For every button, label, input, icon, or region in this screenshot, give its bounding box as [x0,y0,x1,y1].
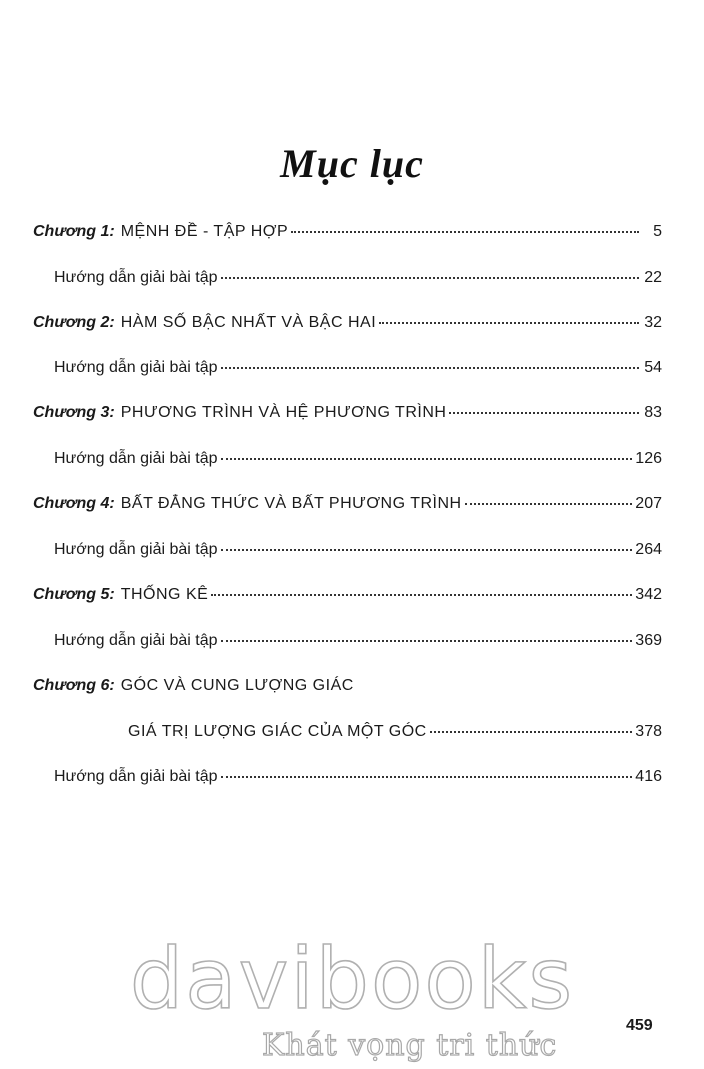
page-ref: 264 [635,541,662,558]
toc-entry-chapter-3[interactable] [33,403,662,423]
chapter-title: GÓC VÀ CUNG LƯỢNG GIÁC [120,677,354,694]
page-number: 459 [626,1017,653,1034]
page-ref: 32 [644,314,662,331]
toc-entry-exercises-2[interactable] [54,358,662,378]
entry-title: Hướng dẫn giải bài tập [54,632,218,649]
dot-leader [449,412,639,414]
chapter-title: GIÁ TRỊ LƯỢNG GIÁC CỦA MỘT GÓC [128,723,427,740]
dot-leader [291,231,639,233]
toc-entry-chapter-6[interactable] [33,676,662,696]
page-ref: 126 [635,450,662,467]
dot-leader [211,594,632,596]
chapter-label: Chương 1: [33,223,115,240]
dot-leader [221,549,633,551]
watermark-logo: davibooks [129,930,575,1028]
chapter-label: Chương 3: [33,404,115,421]
toc-entry-chapter-4[interactable] [33,494,662,514]
page-ref: 83 [644,404,662,421]
toc-entry-exercises-3[interactable] [54,449,662,469]
entry-title: Hướng dẫn giải bài tập [54,269,218,286]
chapter-title: PHƯƠNG TRÌNH VÀ HỆ PHƯƠNG TRÌNH [120,404,447,421]
page-ref: 5 [653,223,662,240]
chapter-title: BẤT ĐẲNG THỨC VÀ BẤT PHƯƠNG TRÌNH [120,495,462,512]
toc-entry-exercises-5[interactable] [54,631,662,651]
page-ref: 207 [635,495,662,512]
entry-title: Hướng dẫn giải bài tập [54,541,218,558]
chapter-title: MỆNH ĐỀ - TẬP HỢP [120,223,289,240]
dot-leader [465,503,633,505]
dot-leader [430,731,633,733]
chapter-label: Chương 4: [33,495,115,512]
page-ref: 378 [635,723,662,740]
toc-entry-chapter-5[interactable] [33,585,662,605]
dot-leader [379,322,639,324]
chapter-label: Chương 6: [33,677,115,694]
entry-title: Hướng dẫn giải bài tập [54,768,218,785]
entry-title: Hướng dẫn giải bài tập [54,359,218,376]
dot-leader [221,640,633,642]
entry-title: Hướng dẫn giải bài tập [54,450,218,467]
page-title: Mục lục [280,141,424,186]
dot-leader [221,776,633,778]
chapter-label: Chương 2: [33,314,115,331]
page-ref: 342 [635,586,662,603]
dot-leader [221,277,639,279]
toc-entry-exercises-4[interactable] [54,540,662,560]
page-ref: 54 [644,359,662,376]
toc-entry-exercises-6[interactable] [54,767,662,787]
page-ref: 416 [635,768,662,785]
page-ref: 22 [644,269,662,286]
toc-entry-chapter-2[interactable] [33,313,662,333]
chapter-title: HÀM SỐ BẬC NHẤT VÀ BẬC HAI [120,314,377,331]
dot-leader [221,458,633,460]
watermark-tagline: Khát vọng tri thức [262,1028,558,1063]
page-ref: 369 [635,632,662,649]
toc-entry-chapter-6-continued[interactable] [128,722,662,742]
toc-entry-exercises-1[interactable] [54,268,662,288]
chapter-label: Chương 5: [33,586,115,603]
dot-leader [221,367,639,369]
chapter-title: THỐNG KÊ [120,586,209,603]
toc-entry-chapter-1[interactable] [33,222,662,242]
